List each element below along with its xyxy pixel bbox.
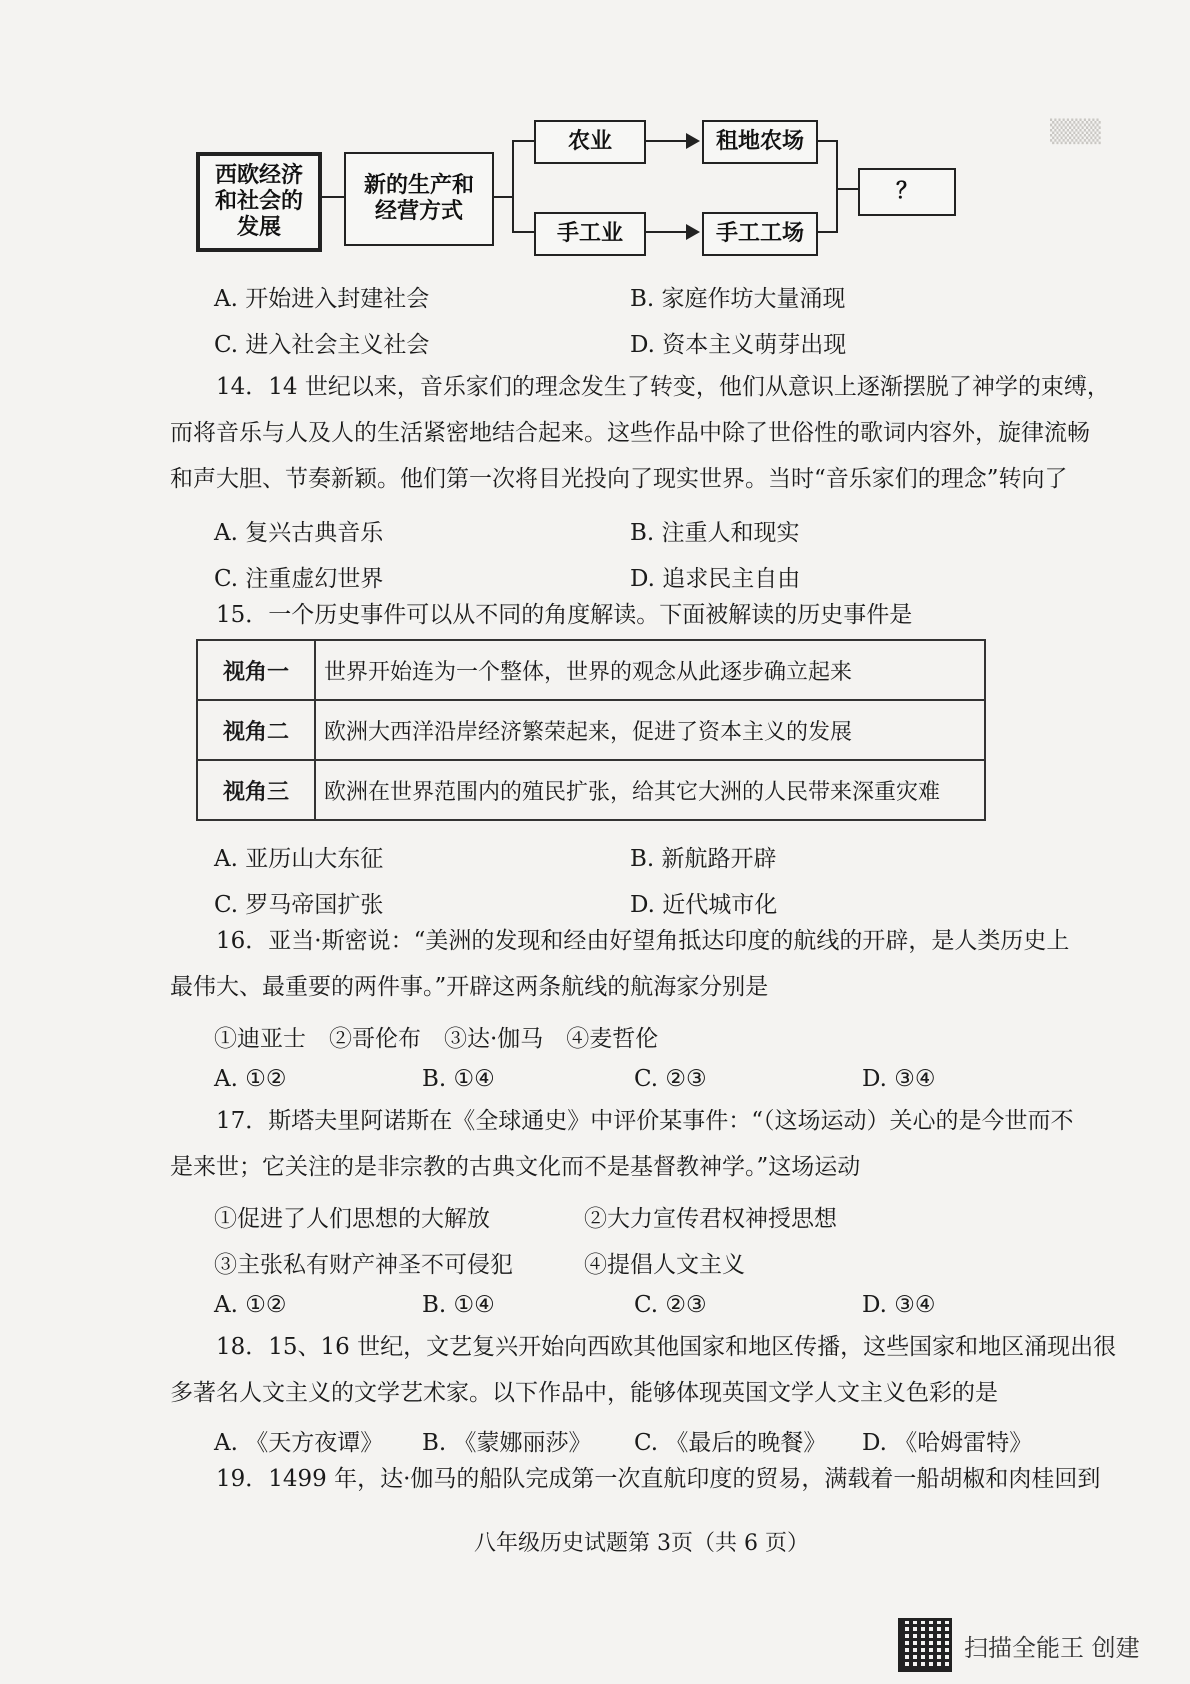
q17-line-1: 17．斯塔夫里阿诺斯在《全球通史》中评价某事件：“（这场运动）关心的是今世而不 (216, 1108, 1074, 1134)
q13-option-a: A. 开始进入封建社会 (214, 286, 430, 312)
flow-connector (512, 231, 534, 233)
q16-line-2: 最伟大、最重要的两件事。”开辟这两条航线的航海家分别是 (170, 974, 769, 1000)
flow-connector (818, 140, 836, 142)
q14-line-2: 而将音乐与人及人的生活紧密地结合起来。这些作品中除了世俗性的歌词内容外，旋律流畅 (170, 420, 1090, 446)
flow-connector (838, 188, 858, 190)
flow-arrow-line (644, 140, 688, 142)
table-row (197, 760, 985, 820)
flow-arrow-line (644, 231, 688, 233)
qr-code-icon (898, 1618, 952, 1672)
q15-perspective-table (196, 639, 986, 821)
q18-option-b: B. 《蒙娜丽莎》 (422, 1430, 592, 1456)
q14-line-3: 和声大胆、节奏新颖。他们第一次将目光投向了现实世界。当时“音乐家们的理念”转向了 (170, 466, 1068, 492)
flow-arrow-head (686, 133, 700, 149)
perspective-label: 视角三 (197, 760, 315, 820)
q16-option-d: D. ③④ (862, 1066, 936, 1092)
flow-middle-box: 新的生产和 经营方式 (344, 152, 494, 246)
q17-option-b: B. ①④ (422, 1292, 495, 1318)
table-row (197, 640, 985, 700)
q15-option-c: C. 罗马帝国扩张 (214, 892, 384, 918)
q14-option-b: B. 注重人和现实 (630, 520, 800, 546)
perspective-text: 世界开始连为一个整体，世界的观念从此逐步确立起来 (315, 640, 985, 700)
q17-item-3: ③主张私有财产神圣不可侵犯 (214, 1252, 513, 1278)
q18-option-c: C. 《最后的晚餐》 (634, 1430, 827, 1456)
perspective-label: 视角一 (197, 640, 315, 700)
q17-option-a: A. ①② (214, 1292, 287, 1318)
flow-connector (318, 196, 344, 198)
q18-option-a: A. 《天方夜谭》 (214, 1430, 384, 1456)
q13-option-b: B. 家庭作坊大量涌现 (630, 286, 846, 312)
q14-option-d: D. 追求民主自由 (630, 566, 801, 592)
q18-option-d: D. 《哈姆雷特》 (862, 1430, 1033, 1456)
scanner-brand-label: 扫描全能王 创建 (964, 1634, 1140, 1662)
q16-items: ①迪亚士 ②哥伦布 ③达·伽马 ④麦哲伦 (214, 1026, 659, 1052)
q15-stem: 15．一个历史事件可以从不同的角度解读。下面被解读的历史事件是 (216, 602, 913, 628)
flow-end-box: ？ (858, 168, 956, 216)
flow-branch-bottom-box: 手工业 (534, 212, 646, 256)
perspective-text: 欧洲在世界范围内的殖民扩张，给其它大洲的人民带来深重灾难 (315, 760, 985, 820)
flow-start-box: 西欧经济 和社会的 发展 (196, 152, 322, 252)
q15-option-d: D. 近代城市化 (630, 892, 778, 918)
q13-option-c: C. 进入社会主义社会 (214, 332, 430, 358)
q18-line-1: 18．15、16 世纪，文艺复兴开始向西欧其他国家和地区传播，这些国家和地区涌现出很 (216, 1334, 1117, 1360)
table-row (197, 700, 985, 760)
flow-connector (818, 231, 836, 233)
q13-option-d: D. 资本主义萌芽出现 (630, 332, 847, 358)
q17-option-c: C. ②③ (634, 1292, 707, 1318)
flow-branch-top-box: 农业 (534, 120, 646, 164)
q17-item-4: ④提倡人文主义 (584, 1252, 745, 1278)
q19-line-1: 19．1499 年，达·伽马的船队完成第一次直航印度的贸易，满载着一船胡椒和肉桂回到 (216, 1466, 1101, 1492)
q17-option-d: D. ③④ (862, 1292, 936, 1318)
flow-connector (836, 140, 838, 233)
flow-connector (512, 140, 534, 142)
flow-branch-bottom-result-box: 手工工场 (702, 212, 818, 256)
q14-option-a: A. 复兴古典音乐 (214, 520, 384, 546)
q17-line-2: 是来世；它关注的是非宗教的古典文化而不是基督教神学。”这场运动 (170, 1154, 861, 1180)
flow-connector (492, 196, 512, 198)
q15-option-a: A. 亚历山大东征 (214, 846, 384, 872)
q15-option-b: B. 新航路开辟 (630, 846, 777, 872)
q18-line-2: 多著名人文主义的文学艺术家。以下作品中，能够体现英国文学人文主义色彩的是 (170, 1380, 998, 1406)
perspective-label: 视角二 (197, 700, 315, 760)
q14-line-1: 14．14 世纪以来，音乐家们的理念发生了转变，他们从意识上逐渐摆脱了神学的束缚， (216, 374, 1110, 400)
q16-option-c: C. ②③ (634, 1066, 707, 1092)
perspective-text: 欧洲大西洋沿岸经济繁荣起来，促进了资本主义的发展 (315, 700, 985, 760)
page-footer: 八年级历史试题第 3页（共 6 页） (474, 1531, 809, 1556)
flow-branch-top-result-box: 租地农场 (702, 120, 818, 164)
q16-option-b: B. ①④ (422, 1066, 495, 1092)
q17-item-1: ①促进了人们思想的大解放 (214, 1206, 490, 1232)
flow-connector (512, 140, 514, 232)
q16-option-a: A. ①② (214, 1066, 287, 1092)
q14-option-c: C. 注重虚幻世界 (214, 566, 384, 592)
q16-line-1: 16．亚当·斯密说：“美洲的发现和经由好望角抵达印度的航线的开辟，是人类历史上 (216, 928, 1070, 954)
flow-arrow-head (686, 224, 700, 240)
bleed-through-text: ▒▒▒ (1050, 120, 1101, 145)
q17-item-2: ②大力宣传君权神授思想 (584, 1206, 837, 1232)
